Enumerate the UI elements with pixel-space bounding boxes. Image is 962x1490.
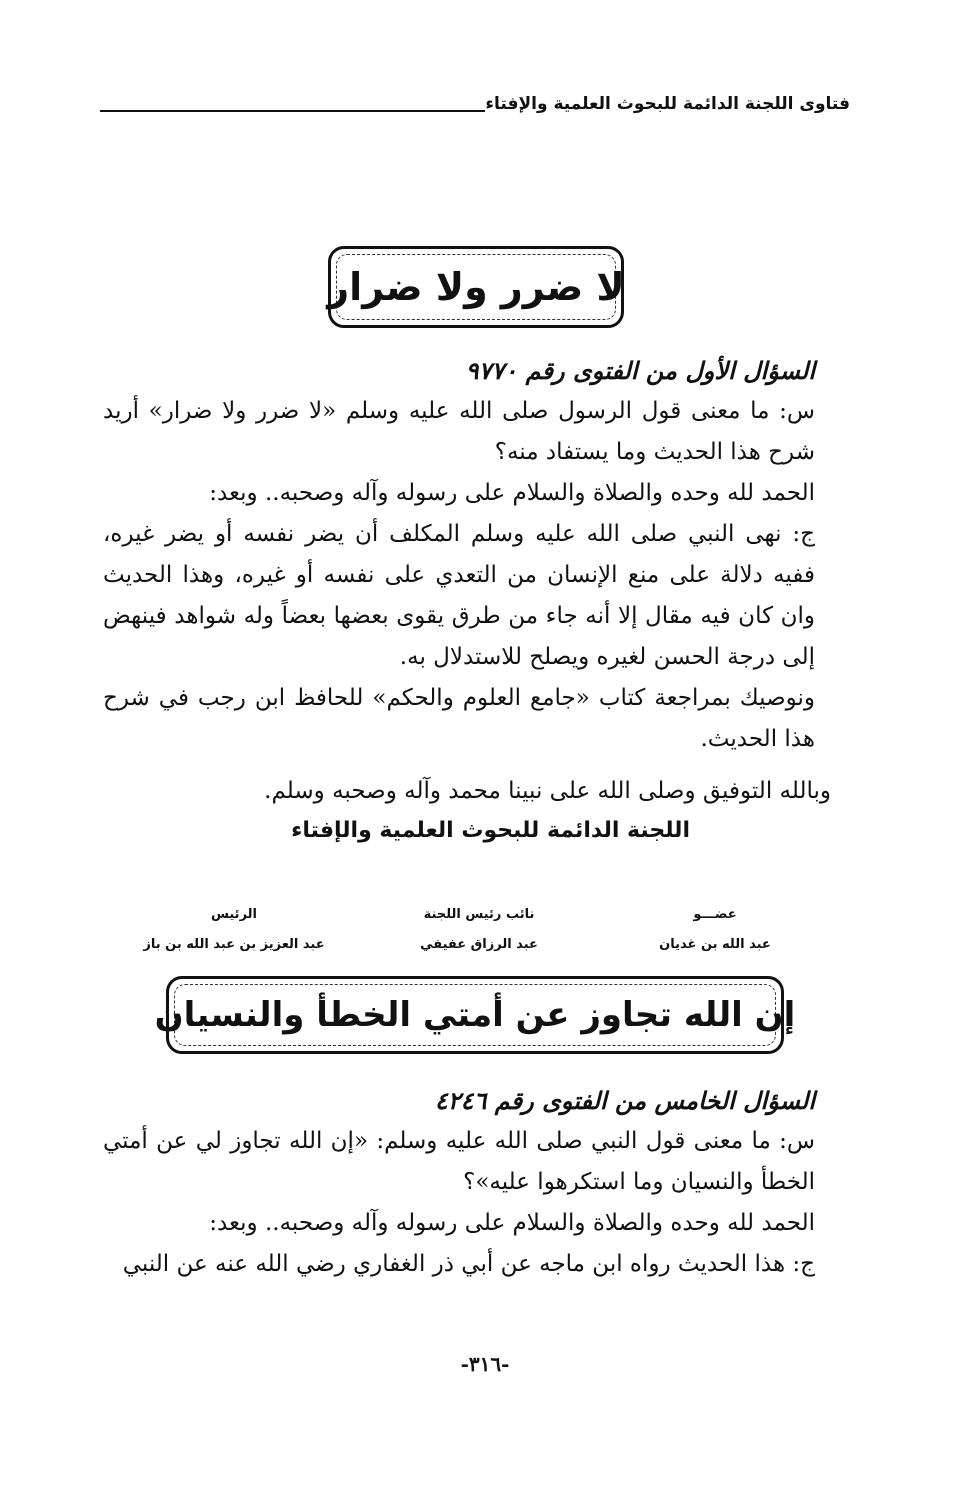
section-title-box xyxy=(328,246,624,328)
signature-role: عضـــو xyxy=(693,907,737,922)
section-title-box xyxy=(154,976,796,1054)
praise-text: الحمد لله وحده والصلاة والسلام على رسوله وآله وصحبه.. وبعد: xyxy=(209,480,815,506)
question-text: س: ما معنى قول النبي صلى الله عليه وسلم: «إن الله تجاوز لي عن أمتي الخطأ والنسيان وما استكرهوا عليه»؟ xyxy=(103,1128,815,1195)
signature-name: عبد الرزاق عفيفي xyxy=(420,937,538,952)
question-text: س: ما معنى قول الرسول صلى الله عليه وسلم «لا ضرر ولا ضرار» أريد شرح هذا الحديث وما يستفاد منه؟ xyxy=(103,398,815,465)
signature-member xyxy=(640,900,790,960)
closing-text: وبالله التوفيق وصلى الله على نبينا محمد وآله وصحبه وسلم. xyxy=(264,778,831,804)
question-heading: السؤال الخامس من الفتوى رقم ٤٢٤٦ xyxy=(434,1086,815,1115)
committee-name: اللجنة الدائمة للبحوث العلمية والإفتاء xyxy=(291,818,690,843)
signature-vice-chairman xyxy=(394,900,564,960)
signature-chairman xyxy=(134,900,334,960)
signature-role: نائب رئيس اللجنة xyxy=(423,907,535,922)
fatwa-section-2 xyxy=(103,1080,849,1285)
signature-role: الرئيس xyxy=(211,907,257,922)
section-title: إن الله تجاوز عن أمتي الخطأ والنسيان xyxy=(154,995,796,1035)
answer-text: ج: هذا الحديث رواه ابن ماجه عن أبي ذر الغفاري رضي الله عنه عن النبي xyxy=(122,1251,815,1277)
running-header xyxy=(100,88,850,118)
fatwa-section-1 xyxy=(103,350,849,760)
signature-name: عبد الله بن غديان xyxy=(659,937,771,952)
running-title: فتاوى اللجنة الدائمة للبحوث العلمية والإفتاء xyxy=(485,94,850,114)
section-title: لا ضرر ولا ضرار xyxy=(327,265,625,309)
recommendation-text: ونوصيك بمراجعة كتاب «جامع العلوم والحكم» للحافظ ابن رجب في شرح هذا الحديث. xyxy=(103,685,815,752)
signature-name: عبد العزيز بن عبد الله بن باز xyxy=(143,937,325,952)
answer-text: ج: نهى النبي صلى الله عليه وسلم المكلف أن يضر نفسه أو يضر غيره، ففيه دلالة على منع الإنسان من التعدي على نفسه أو غيره، وهذا الحديث وان كان فيه مقال إلا أنه جاء من طرق يقوى بعضها بعضاً وله شواهد فينهض إلى درجة الحسن لغيره ويصلح للاستدلال به. xyxy=(103,521,815,670)
question-heading: السؤال الأول من الفتوى رقم ٩٧٧٠ xyxy=(465,356,815,385)
page-number: -٣١٦- xyxy=(460,1352,510,1376)
header-rule xyxy=(100,110,485,112)
praise-text: الحمد لله وحده والصلاة والسلام على رسوله وآله وصحبه.. وبعد: xyxy=(209,1210,815,1236)
